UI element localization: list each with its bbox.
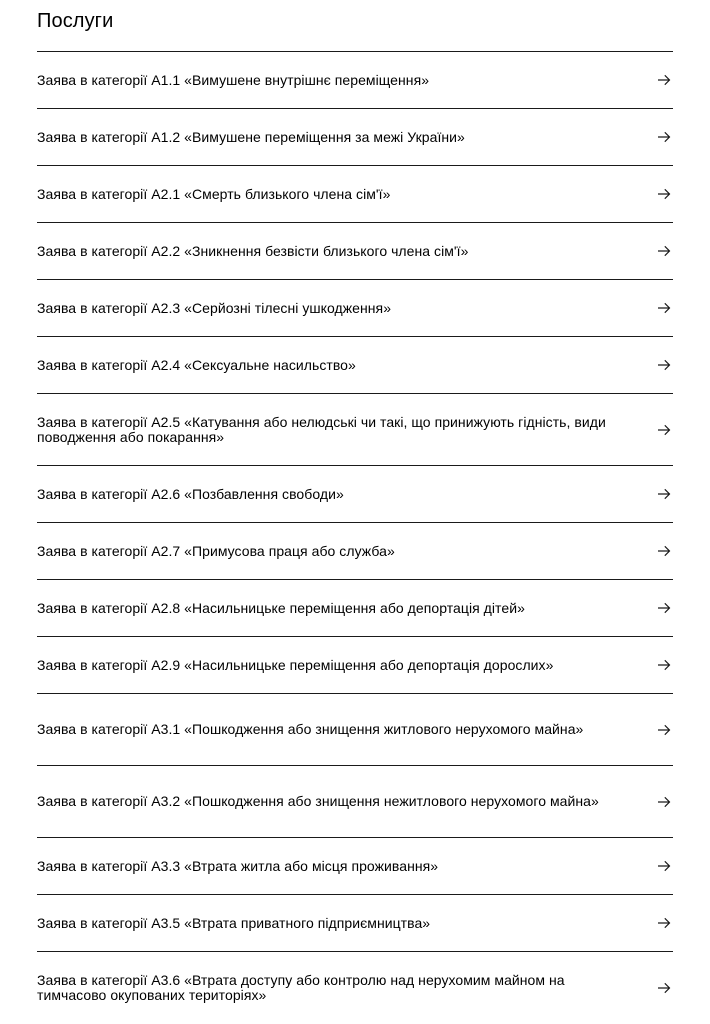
service-label: Заява в категорії А2.4 «Сексуальне насильство» xyxy=(37,356,356,373)
page-title: Послуги xyxy=(37,10,114,32)
service-link-a2-8[interactable] xyxy=(37,580,673,637)
service-label: Заява в категорії А2.2 «Зникнення безвісти близького члена сім'ї» xyxy=(37,242,469,259)
arrow-right-icon xyxy=(657,544,671,558)
service-link-a2-1[interactable] xyxy=(37,166,673,223)
service-link-a2-3[interactable] xyxy=(37,280,673,337)
arrow-right-icon xyxy=(657,658,671,672)
service-link-a1-2[interactable] xyxy=(37,109,673,166)
service-label: Заява в категорії А2.7 «Примусова праця або служба» xyxy=(37,542,395,559)
service-label: Заява в категорії А2.9 «Насильницьке переміщення або депортація дорослих» xyxy=(37,656,554,673)
arrow-right-icon xyxy=(657,358,671,372)
arrow-right-icon xyxy=(657,795,671,809)
arrow-right-icon xyxy=(657,916,671,930)
arrow-right-icon xyxy=(657,487,671,501)
service-link-a2-7[interactable] xyxy=(37,523,673,580)
arrow-right-icon xyxy=(657,601,671,615)
arrow-right-icon xyxy=(657,423,671,437)
service-link-a3-5[interactable] xyxy=(37,895,673,952)
service-link-a3-3[interactable] xyxy=(37,838,673,895)
service-link-a2-6[interactable] xyxy=(37,466,673,523)
service-label: Заява в категорії А2.6 «Позбавлення свободи» xyxy=(37,485,344,502)
service-label: Заява в категорії А3.1 «Пошкодження або знищення житлового нерухомого майна» xyxy=(37,721,584,737)
arrow-right-icon xyxy=(657,187,671,201)
service-link-a2-4[interactable] xyxy=(37,337,673,394)
services-page xyxy=(37,0,673,1024)
arrow-right-icon xyxy=(657,301,671,315)
arrow-right-icon xyxy=(657,859,671,873)
arrow-right-icon xyxy=(657,723,671,737)
service-label: Заява в категорії А3.3 «Втрата житла або місця проживання» xyxy=(37,857,439,874)
service-link-a3-2[interactable] xyxy=(37,766,673,838)
service-label: Заява в категорії А3.6 «Втрата доступу або контролю над нерухомим майном на тимчасово окупованих територіях» xyxy=(37,972,565,1003)
arrow-right-icon xyxy=(657,244,671,258)
service-link-a2-9[interactable] xyxy=(37,637,673,694)
service-label: Заява в категорії А3.2 «Пошкодження або знищення нежитлового нерухомого майна» xyxy=(37,793,599,809)
service-label: Заява в категорії А1.2 «Вимушене переміщення за межі України» xyxy=(37,128,465,145)
service-link-a3-6[interactable] xyxy=(37,952,673,1024)
service-label: Заява в категорії А2.5 «Катування або нелюдські чи такі, що принижують гідність, види поводження або покарання» xyxy=(37,413,606,445)
arrow-right-icon xyxy=(657,981,671,995)
service-link-a2-5[interactable] xyxy=(37,394,673,466)
arrow-right-icon xyxy=(657,130,671,144)
arrow-right-icon xyxy=(657,73,671,87)
service-label: Заява в категорії А2.8 «Насильницьке переміщення або депортація дітей» xyxy=(37,599,525,616)
services-list xyxy=(37,51,673,1024)
service-label: Заява в категорії А2.3 «Серйозні тілесні ушкодження» xyxy=(37,299,392,316)
service-label: Заява в категорії А3.5 «Втрата приватного підприємництва» xyxy=(37,914,431,931)
service-label: Заява в категорії А2.1 «Смерть близького члена сім'ї» xyxy=(37,185,391,202)
service-link-a1-1[interactable] xyxy=(37,52,673,109)
service-link-a2-2[interactable] xyxy=(37,223,673,280)
service-label: Заява в категорії А1.1 «Вимушене внутрішнє переміщення» xyxy=(37,71,430,88)
service-link-a3-1[interactable] xyxy=(37,694,673,766)
